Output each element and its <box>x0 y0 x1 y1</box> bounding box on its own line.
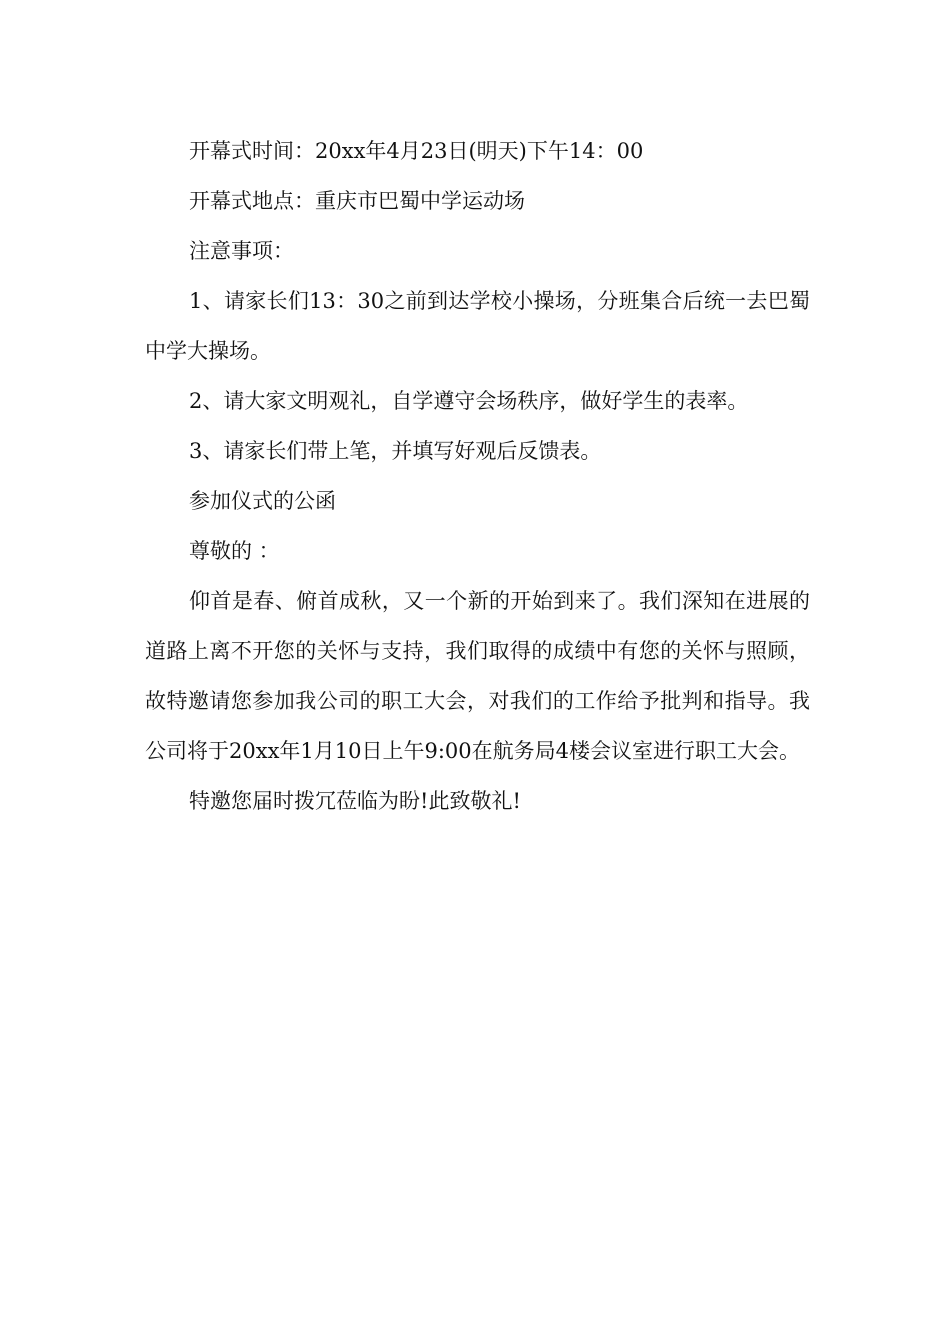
letter-title: 参加仪式的公函 <box>189 489 336 513</box>
document-body <box>145 126 810 826</box>
note-item-3: 3、请家长们带上笔，并填写好观后反馈表。 <box>189 439 602 463</box>
opening-location-line: 开幕式地点：重庆市巴蜀中学运动场 <box>189 189 525 213</box>
letter-salutation: 尊敬的 ： <box>189 539 280 563</box>
notes-heading: 注意事项： <box>189 239 294 263</box>
note-item-1: 1、请家长们13：30之前到达学校小操场，分班集合后统一去巴蜀中学大操场。 <box>145 289 810 363</box>
letter-body: 仰首是春、俯首成秋，又一个新的开始到来了。我们深知在进展的道路上离不开您的关怀与支持，我们取得的成绩中有您的关怀与照顾，故特邀请您参加我公司的职工大会，对我们的工作给予批判和指导。我公司将于20xx年1月10日上午9:00在航务局4楼会议室进行职工大会。 <box>145 589 810 763</box>
letter-closing: 特邀您届时拨冗莅临为盼!此致敬礼! <box>189 789 521 813</box>
opening-time-line: 开幕式时间：20xx年4月23日(明天)下午14：00 <box>189 139 644 163</box>
note-item-2: 2、请大家文明观礼，自学遵守会场秩序，做好学生的表率。 <box>189 389 749 413</box>
